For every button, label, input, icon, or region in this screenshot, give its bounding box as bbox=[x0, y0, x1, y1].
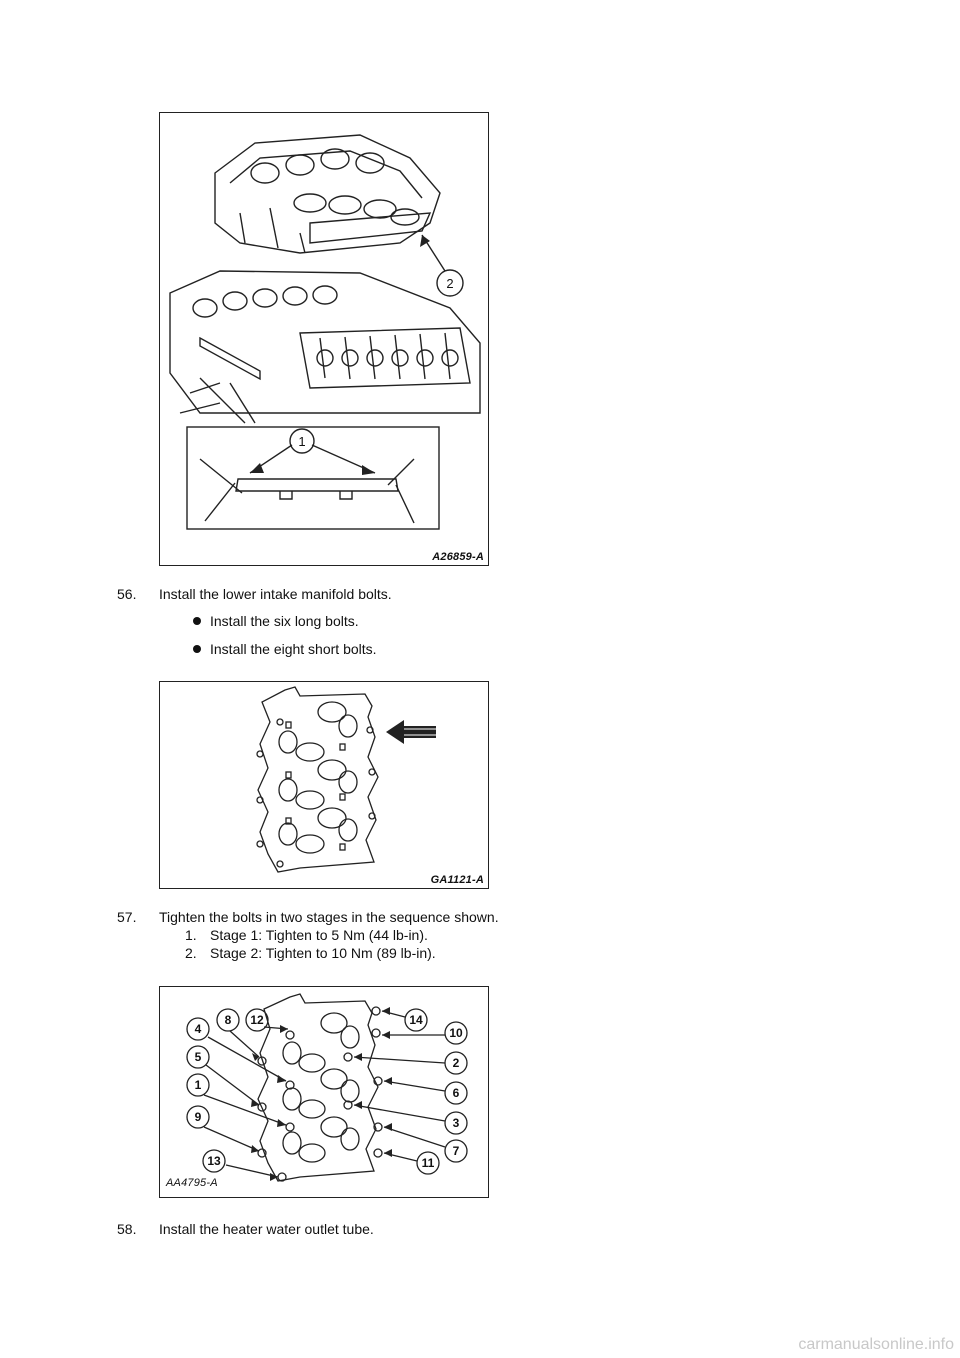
figure-tightening-sequence bbox=[159, 986, 489, 1198]
callout-6: 6 bbox=[452, 1086, 460, 1100]
substep-1 bbox=[185, 926, 685, 944]
step-text: Tighten the bolts in two stages in the sequence shown. bbox=[159, 909, 499, 925]
substep-2 bbox=[185, 944, 685, 962]
callout-8: 8 bbox=[224, 1013, 232, 1027]
callout-5: 5 bbox=[194, 1050, 202, 1064]
substep-text: Stage 2: Tighten to 10 Nm (89 lb-in). bbox=[210, 945, 436, 961]
bullet-item bbox=[193, 612, 693, 630]
figure-code: A26859-A bbox=[432, 551, 484, 563]
bullet-dot bbox=[193, 645, 201, 653]
callout-10: 10 bbox=[449, 1026, 463, 1040]
step-text: Install the heater water outlet tube. bbox=[159, 1221, 374, 1237]
bullet-item bbox=[193, 640, 693, 658]
callout-14: 14 bbox=[409, 1013, 423, 1027]
substep-number: 1. bbox=[185, 927, 197, 943]
bullet-text: Install the six long bolts. bbox=[210, 613, 359, 629]
step-57 bbox=[117, 908, 817, 926]
bullet-dot bbox=[193, 617, 201, 625]
step-number: 56. bbox=[117, 586, 137, 602]
callout-1: 1 bbox=[194, 1078, 202, 1092]
callout-2: 2 bbox=[446, 276, 454, 291]
figure-bolt-locations bbox=[159, 681, 489, 889]
callout-9: 9 bbox=[194, 1110, 202, 1124]
bullet-text: Install the eight short bolts. bbox=[210, 641, 377, 657]
figure-code: GA1121-A bbox=[430, 874, 484, 886]
callout-13: 13 bbox=[207, 1154, 221, 1168]
callout-3: 3 bbox=[452, 1116, 460, 1130]
callout-4: 4 bbox=[194, 1022, 202, 1036]
callout-7: 7 bbox=[452, 1144, 460, 1158]
substep-text: Stage 1: Tighten to 5 Nm (44 lb-in). bbox=[210, 927, 428, 943]
step-number: 58. bbox=[117, 1221, 137, 1237]
step-58 bbox=[117, 1220, 817, 1238]
manifold-gasket-illustration bbox=[160, 682, 488, 888]
substep-number: 2. bbox=[185, 945, 197, 961]
intake-manifold-illustration bbox=[160, 113, 488, 565]
callout-11: 11 bbox=[421, 1156, 435, 1170]
tightening-sequence-illustration bbox=[160, 987, 488, 1197]
callout-2: 2 bbox=[452, 1056, 460, 1070]
watermark: carmanualsonline.info bbox=[798, 1336, 954, 1353]
figure-code: AA4795-A bbox=[166, 1177, 218, 1189]
callout-12: 12 bbox=[250, 1013, 264, 1027]
step-56 bbox=[117, 585, 817, 603]
step-number: 57. bbox=[117, 909, 137, 925]
callout-1: 1 bbox=[298, 434, 306, 449]
figure-intake-manifold bbox=[159, 112, 489, 566]
step-text: Install the lower intake manifold bolts. bbox=[159, 586, 392, 602]
